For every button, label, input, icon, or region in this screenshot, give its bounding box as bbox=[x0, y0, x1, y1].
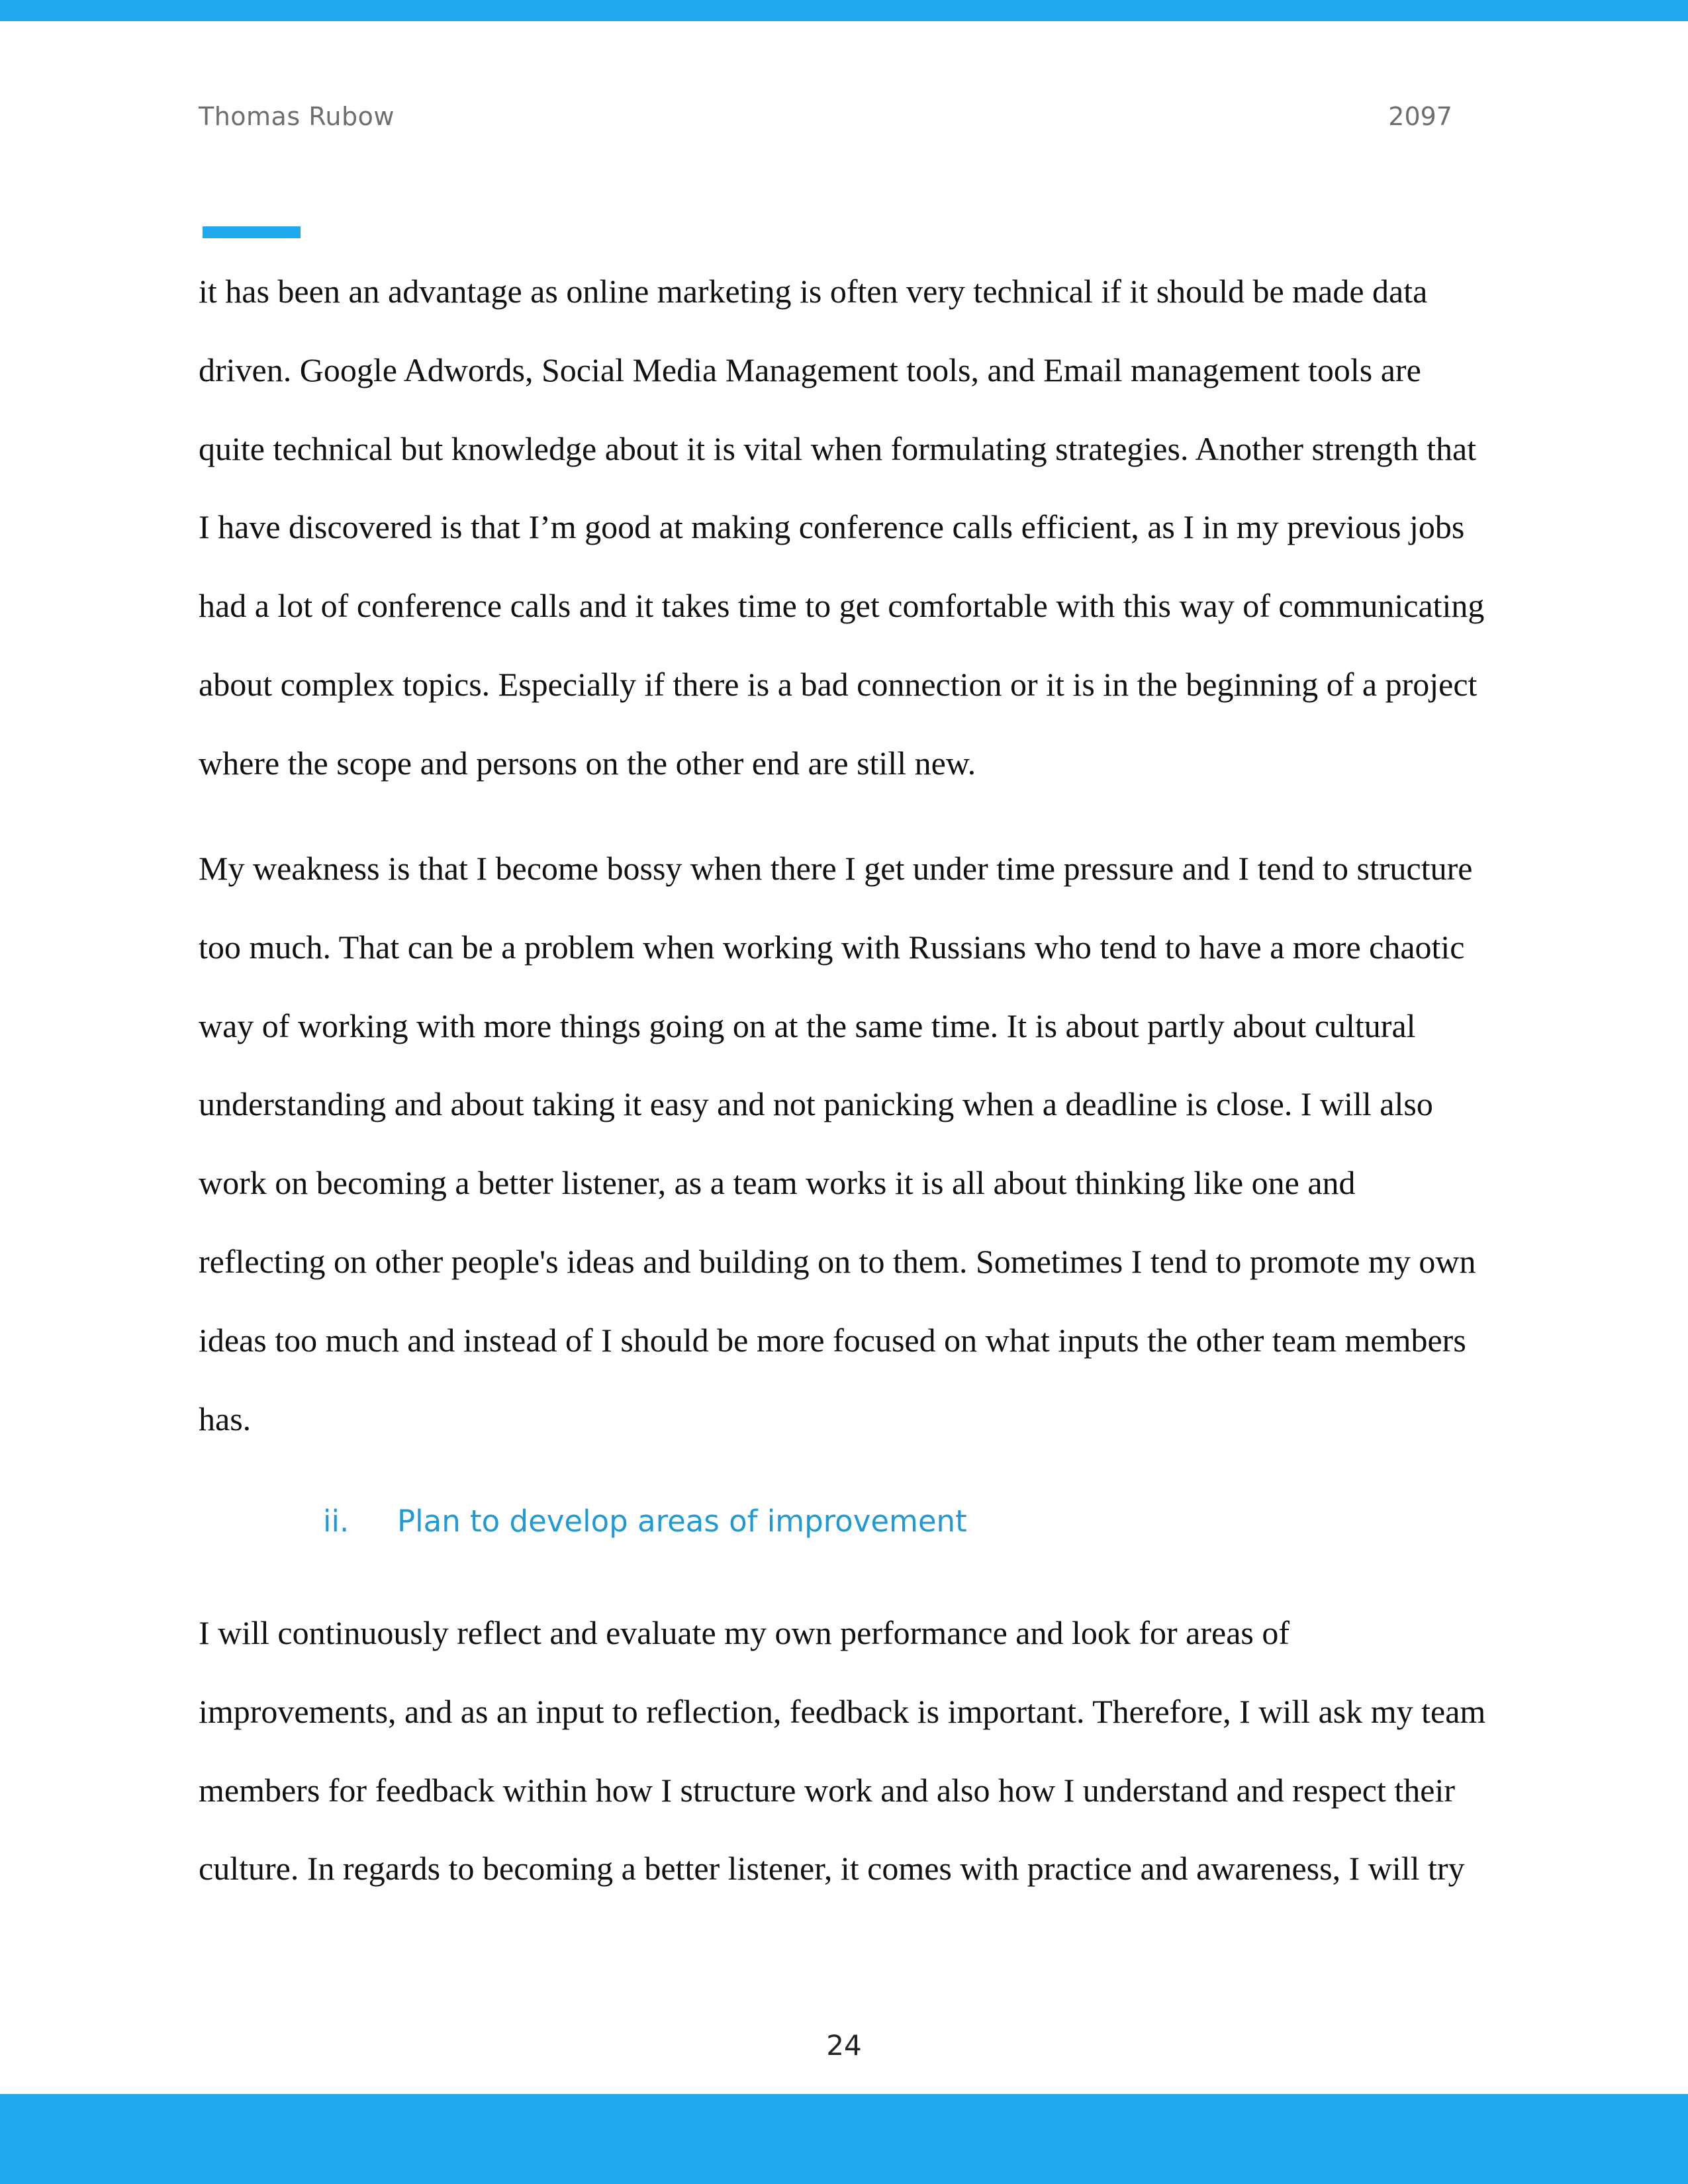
paragraph-line: has. bbox=[199, 1400, 252, 1437]
top-accent-bar bbox=[0, 0, 1688, 21]
paragraph-line: I have discovered is that I’m good at making conference calls efficient, as I in my previous jobs bbox=[199, 508, 1465, 546]
paragraph-line: understanding and about taking it easy and not panicking when a deadline is close. I will also bbox=[199, 1085, 1433, 1123]
page-number: 24 bbox=[826, 2029, 862, 2062]
accent-dash bbox=[203, 226, 301, 238]
paragraph-line: members for feedback within how I structure work and also how I understand and respect their bbox=[199, 1771, 1455, 1809]
paragraph-line: My weakness is that I become bossy when there I get under time pressure and I tend to structure bbox=[199, 850, 1473, 887]
paragraph-line: where the scope and persons on the other end are still new. bbox=[199, 744, 976, 782]
paragraph-line: driven. Google Adwords, Social Media Management tools, and Email management tools are bbox=[199, 351, 1421, 388]
section-number: ii. bbox=[323, 1504, 350, 1539]
paragraph-line: quite technical but knowledge about it is vital when formulating strategies. Another strength that bbox=[199, 430, 1477, 467]
paragraph-line: about complex topics. Especially if there is a bad connection or it is in the beginning of a project bbox=[199, 665, 1477, 703]
paragraph-line: way of working with more things going on at the same time. It is about partly about cultural bbox=[199, 1007, 1416, 1044]
paragraph-line: I will continuously reflect and evaluate my own performance and look for areas of bbox=[199, 1614, 1289, 1651]
paragraph-line: reflecting on other people's ideas and building on to them. Sometimes I tend to promote my own bbox=[199, 1242, 1476, 1280]
bottom-accent-bar bbox=[0, 2094, 1688, 2184]
section-heading bbox=[323, 1504, 967, 1539]
section-title: Plan to develop areas of improvement bbox=[397, 1504, 967, 1539]
paragraph-line: work on becoming a better listener, as a team works it is all about thinking like one and bbox=[199, 1164, 1356, 1202]
paragraph-line: it has been an advantage as online marketing is often very technical if it should be made data bbox=[199, 273, 1428, 310]
header-year: 2097 bbox=[1388, 102, 1452, 131]
header-author: Thomas Rubow bbox=[199, 102, 395, 131]
paragraph-weakness bbox=[199, 829, 1496, 1458]
paragraph-strengths bbox=[199, 252, 1496, 803]
paragraph-line: too much. That can be a problem when working with Russians who tend to have a more chaotic bbox=[199, 928, 1465, 966]
paragraph-line: ideas too much and instead of I should be more focused on what inputs the other team members bbox=[199, 1321, 1466, 1359]
paragraph-line: culture. In regards to becoming a better listener, it comes with practice and awareness, I will try bbox=[199, 1850, 1465, 1888]
paragraph-plan bbox=[199, 1594, 1496, 1908]
paragraph-line: improvements, and as an input to reflection, feedback is important. Therefore, I will ask my team bbox=[199, 1692, 1486, 1730]
paragraph-line: had a lot of conference calls and it takes time to get comfortable with this way of communicating bbox=[199, 587, 1485, 625]
